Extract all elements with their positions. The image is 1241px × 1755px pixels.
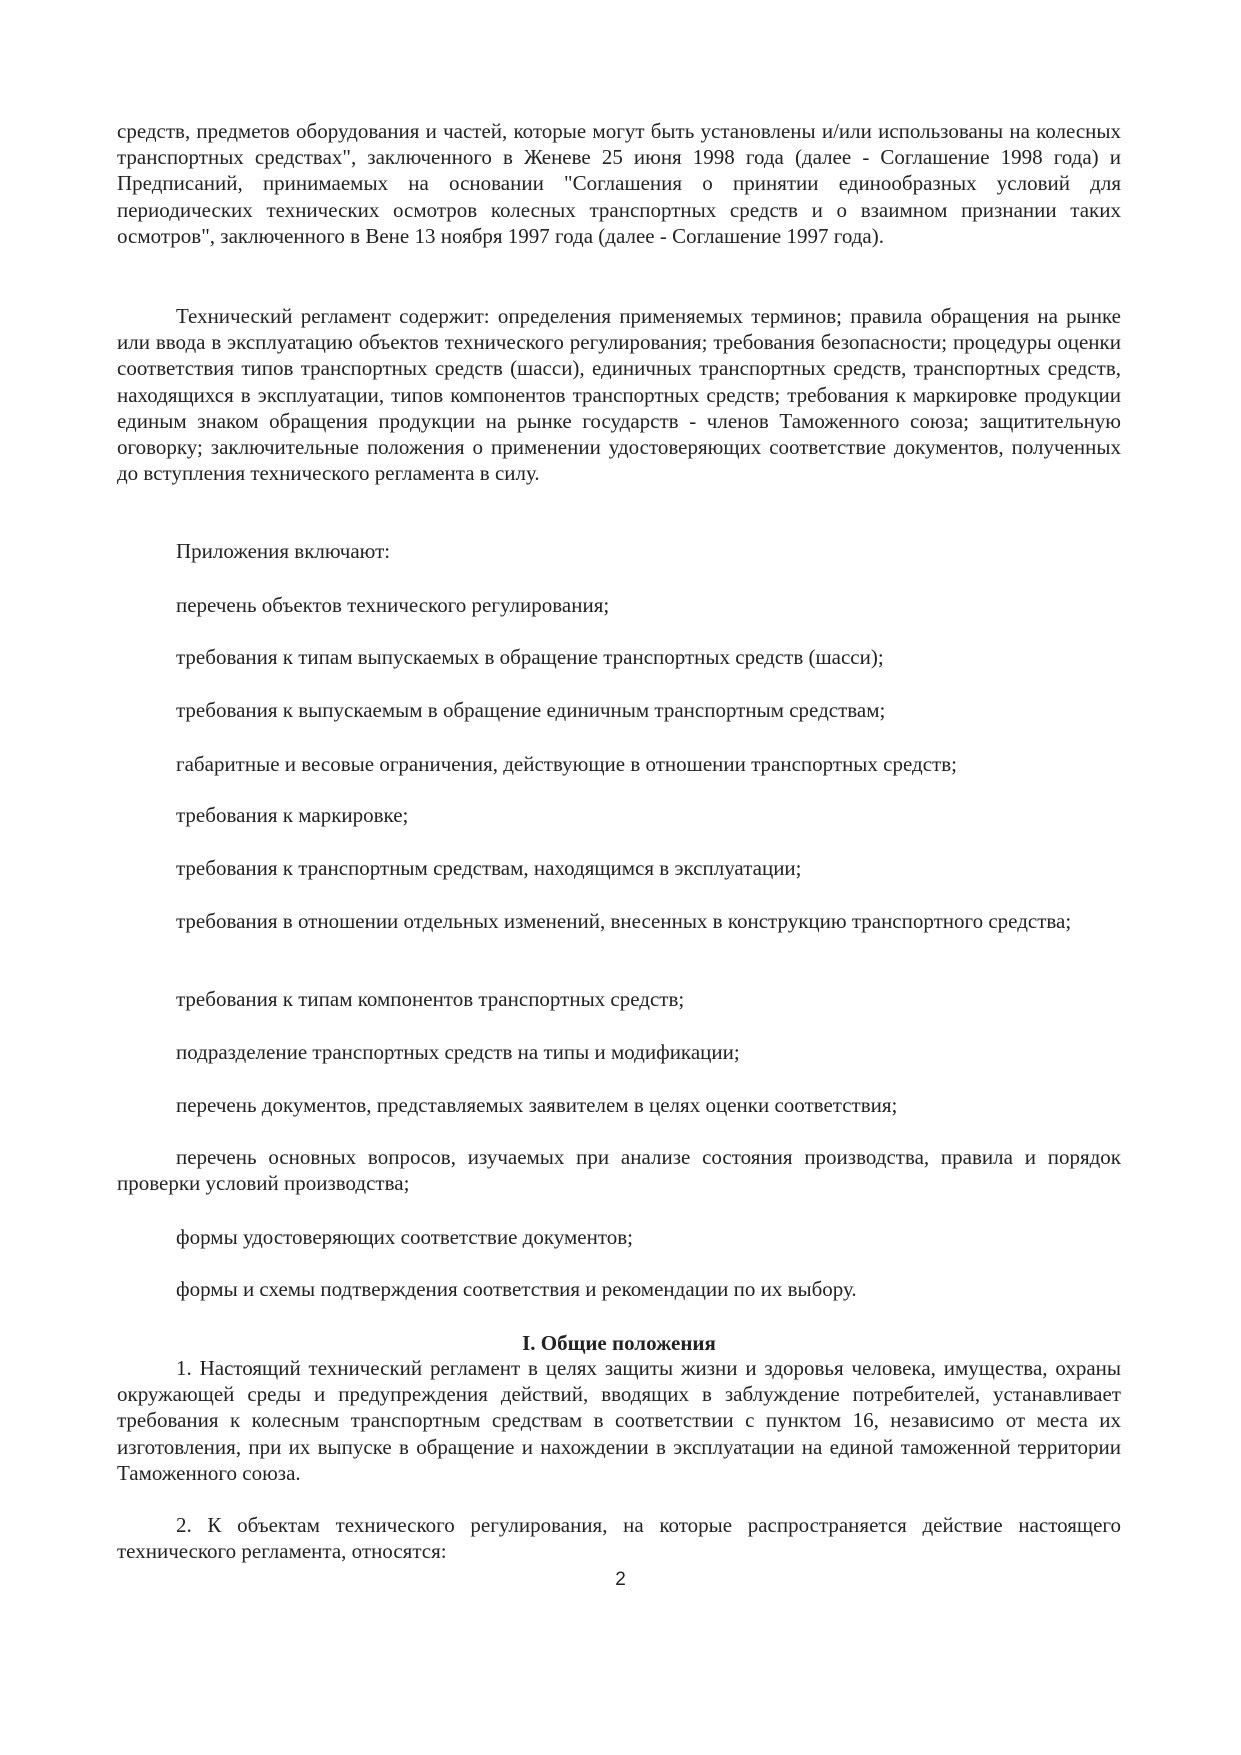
annex-item: требования к типам выпускаемых в обращение транспортных средств (шасси);: [176, 645, 884, 669]
annex-item: требования в отношении отдельных изменений, внесенных в конструкцию транспортного средства;: [176, 909, 1072, 933]
section-paragraph-1: 1. Настоящий технический регламент в целях защиты жизни и здоровья человека, имущества, охраны окружающей среды и предупреждения действий, вводящих в заблуждение потребителей, устанавливает требования к колесным транспортным средствам в соответствии с пунктом 16, независимо от места их изготовления, при их выпуске в обращение и нахождении в эксплуатации на единой таможенной территории Таможенного союза.: [117, 1356, 1121, 1485]
annex-item: требования к выпускаемым в обращение единичным транспортным средствам;: [176, 698, 886, 722]
annex-item: требования к типам компонентов транспортных средств;: [176, 987, 685, 1011]
section-paragraph-2: 2. К объектам технического регулирования, на которые распространяется действие настоящего технического регламента, относятся:: [117, 1513, 1121, 1564]
annex-item: перечень объектов технического регулирования;: [176, 593, 610, 617]
annex-item: габаритные и весовые ограничения, действующие в отношении транспортных средств;: [176, 752, 957, 776]
annex-item: подразделение транспортных средств на типы и модификации;: [176, 1040, 740, 1064]
annex-item: перечень документов, представляемых заявителем в целях оценки соответствия;: [176, 1093, 898, 1117]
page-number: 2: [615, 1569, 626, 1590]
intro-continuation-paragraph: средств, предметов оборудования и частей, которые могут быть установлены и/или использованы на колесных транспортных средствах", заключенного в Женеве 25 июня 1998 года (далее - Соглашение 1998 года) и Предписаний, принимаемых на основании "Соглашения о принятии единообразных условий для периодических технических осмотров колесных транспортных средств и о взаимном признании таких осмотров", заключенного в Вене 13 ноября 1997 года (далее - Соглашение 1997 года).: [117, 119, 1121, 248]
annex-item: перечень основных вопросов, изучаемых при анализе состояния производства, правила и порядок проверки условий производства;: [117, 1145, 1121, 1196]
annex-item: формы и схемы подтверждения соответствия и рекомендации по их выбору.: [176, 1277, 857, 1301]
annex-item: требования к маркировке;: [176, 803, 409, 827]
annexes-intro: Приложения включают:: [176, 539, 391, 563]
section-heading: I. Общие положения: [522, 1331, 716, 1355]
annex-item: формы удостоверяющих соответствие документов;: [176, 1225, 633, 1249]
annex-item: требования к транспортным средствам, находящимся в эксплуатации;: [176, 856, 802, 880]
contents-paragraph: Технический регламент содержит: определения применяемых терминов; правила обращения на рынке или ввода в эксплуатацию объектов технического регулирования; требования безопасности; процедуры оценки соответствия типов транспортных средств (шасси), единичных транспортных средств, транспортных средств, находящихся в эксплуатации, типов компонентов транспортных средств; требования к маркировке продукции единым знаком обращения продукции на рынке государств - членов Таможенного союза; защитительную оговорку; заключительные положения о применении удостоверяющих соответствие документов, полученных до вступления технического регламента в силу.: [117, 304, 1121, 486]
